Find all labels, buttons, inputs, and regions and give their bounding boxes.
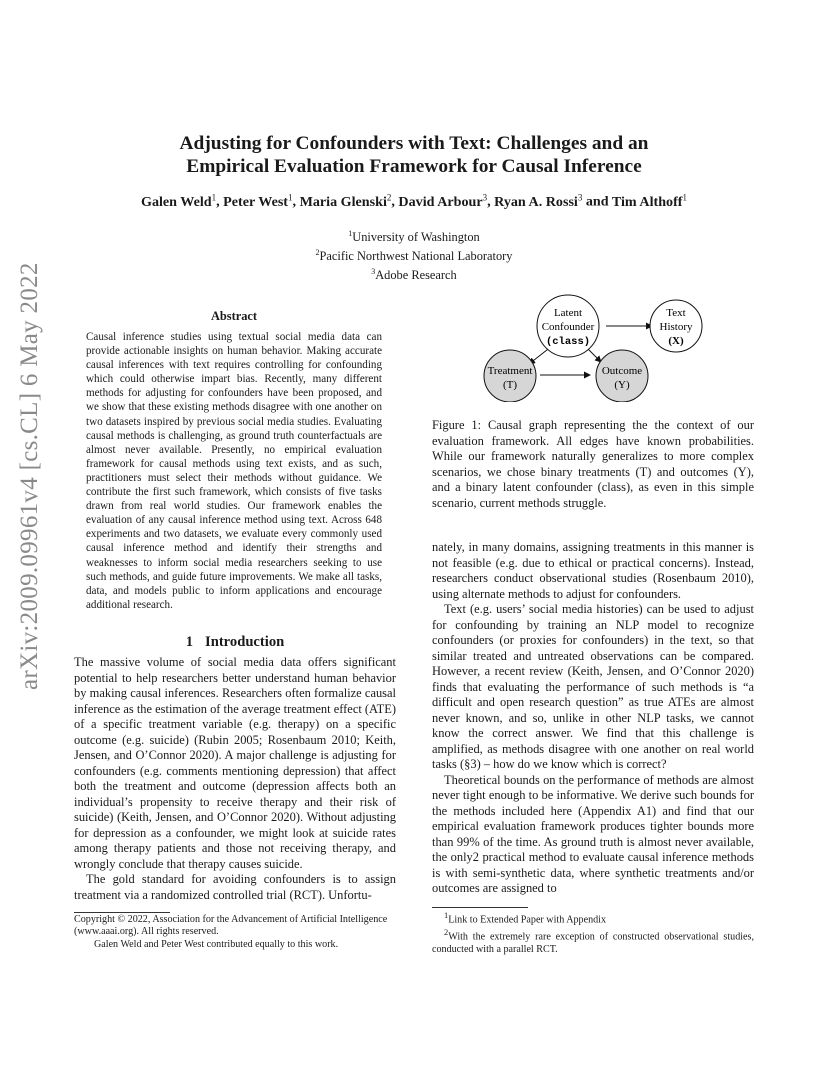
node-label: (Y) [614,379,630,391]
paragraph: Text (e.g. users’ social media histories) can be used to adjust for confounding by training an NLP model to recognize confounders (or proxies for confounders) in the text, so that similar treated and untreated observations can be compared. However, a recent review (Keith, Jensen, and O’Connor 2020) finds that evaluating the performance of such methods is “a difficult and open research question” as true ATEs are almost never known, and so, unlike in other NLP tasks, we cannot know the correct answer. We find that this challenge is amplified, as methods disagree with one another on real world tasks (§3) – how do we know which is correct? [432,602,754,771]
author: David Arbour$^3$ [398,192,488,210]
figure-caption: Figure 1: Causal graph representing the the context of our evaluation framework. All edges have known probabilities. While our framework naturally generalizes to more complex scenarios, we chose binary treatments (T) and outcomes (Y), and a binary latent confounder (class), as even in this simple scenario, current methods struggle. [432,418,754,510]
section-number: 1 [185,634,194,650]
node-label: Latent [553,307,583,319]
paragraph: nately, in many domains, assigning treatments in this manner is not feasible (e.g. due to ethical or practical concerns). Instead, researchers conduct observational studies (Rosenbaum 2010), using alternate methods to adjust for confounders. [432,540,754,601]
footnote-rule [432,907,528,908]
footnote: $^2$With the extremely rare exception of constructed observational studies, conducted with a parallel RCT. [432,927,754,955]
author: Peter West$^1$ [223,192,293,210]
node-label: Confounder [541,321,595,333]
paper-title [90,132,738,178]
title-line-1: Adjusting for Confounders with Text: Challenges and an [179,133,649,154]
node-label: Outcome [601,365,643,377]
copyright-notice [74,914,396,951]
author-list: Galen Weld$^1$, Peter West$^1$, Maria Glenski$^2$, David Arbour$^3$, Ryan A. Rossi$^3$ and Tim Althoff$^1$ [141,192,687,210]
section-title: Introduction [205,634,285,650]
paragraph: Theoretical bounds on the performance of methods are almost never tight enough to be informative. We derive such bounds for the methods included here (Appendix A1) and find that our empirical evaluation framework produces tighter bounds more than 99% of the time. As ground truth is almost never available, the only2 practical method to evaluate causal inference methods is with semi-synthetic data, where synthetic treatments and/or outcomes are assigned to [432,772,754,895]
author: Galen Weld$^1$ [141,192,217,210]
node-label: History [659,321,693,333]
right-column [432,540,754,897]
footnotes [432,910,754,956]
equal-contribution-note: Galen Weld and Peter West contributed equally to this work. [94,938,339,950]
node-label: Treatment [487,365,533,377]
section-heading [74,634,396,651]
node-label: (T) [502,379,518,391]
affiliation: $^3$Adobe Research [371,267,457,283]
affiliations [200,226,628,283]
affiliation: $^1$University of Washington [348,229,480,245]
title-line-2: Empirical Evaluation Framework for Causal Inference [186,156,642,177]
paragraph: The gold standard for avoiding confounders is to assign treatment via a randomized controlled trial (RCT). Unfortu- [74,872,396,902]
arxiv-side-stamp: arXiv:2009.09961v4 [cs.CL] 6 May 2022 [16,262,43,690]
causal-graph-figure [470,292,710,402]
author: Ryan A. Rossi$^3$ [494,192,583,210]
copyright-text: Copyright © 2022, Association for the Advancement of Artificial Intelligence (www.aaai.org). All rights reserved. [74,914,388,938]
left-column [74,655,396,903]
footnote-rule [74,912,170,913]
node-label: (X) [668,335,684,347]
author: Maria Glenski$^2$ [299,192,392,210]
abstract-heading: Abstract [210,309,258,323]
node-label: Text [666,307,686,319]
paragraph: The massive volume of social media data offers significant potential to help researchers better understand human behavior by making causal inferences. Researchers often formalize causal inference as the estimation of the average treatment effect (ATE) of a specific treatment variable (e.g. therapy) on a specific outcome (e.g. suicide) (Rubin 2005; Rosenbaum 2010; Keith, Jensen, and O’Connor 2020). A major challenge is adjusting for confounders (e.g. comments mentioning depression) that affect both the treatment and outcome (depression affects both an individual’s propensity to receive therapy and their risk of suicide) (Keith, Jensen, and O’Connor 2020). Without adjusting for depression as a confounder, we might look at suicide rates among therapy patients and those not receiving therapy, and wrongly conclude that therapy causes suicide. [74,655,396,871]
affiliation: $^2$Pacific Northwest National Laboratory [315,248,513,264]
abstract-body: Causal inference studies using textual social media data can provide actionable insights on human behavior. Making accurate causal inferences with text requires controlling for confounding which could otherwise impart bias. Recently, many different methods for adjusting for confounders have been proposed, and we show that these existing methods disagree with one another on two datasets inspired by previous social media studies. Evaluating causal methods is challenging, as ground truth counterfactuals are almost never available. Presently, no empirical evaluation framework for causal methods using text exists, and as such, practitioners must select their methods without guidance. We contribute the first such framework, which consists of five tasks drawn from real world studies. Our framework enables the evaluation of any causal inference method using text. Across 648 experiments and two datasets, we evaluate every commonly used causal inference method and identify their strengths and weaknesses to inform social media researchers seeking to use such methods, and guide future improvements. We make all tasks, data, and models public to inform applications and encourage additional research. [86,331,382,611]
author: Tim Althoff$^1$ [611,192,687,210]
footnote: $^1$Link to Extended Paper with Appendix [444,911,607,926]
node-label: (class) [545,336,591,348]
